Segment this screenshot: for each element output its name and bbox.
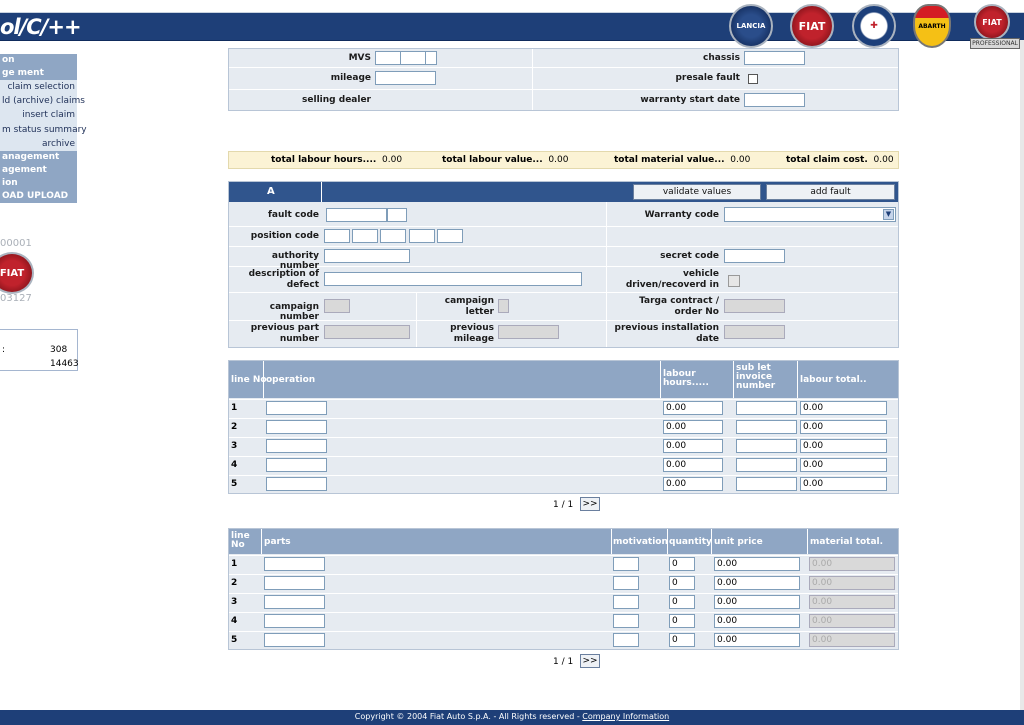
mileage-field[interactable] — [375, 71, 436, 85]
unit-price-field[interactable]: 0.00 — [714, 557, 800, 571]
validate-values-button[interactable]: validate values — [633, 184, 761, 200]
labour-hours-field[interactable]: 0.00 — [663, 477, 723, 491]
dealer-code: 00001 — [0, 238, 32, 249]
authority-number-label: authority number — [271, 251, 319, 271]
parts-table-header — [229, 529, 898, 554]
chevron-down-icon[interactable]: ▼ — [883, 209, 894, 220]
col-labour-total: labour total.. — [800, 375, 867, 385]
sublet-invoice-field[interactable] — [736, 420, 797, 434]
parts-pager-text: 1 / 1 — [553, 657, 574, 667]
col-quantity: quantity — [669, 537, 712, 547]
campaign-letter-field[interactable] — [498, 299, 509, 313]
previous-installation-label: previous installation date — [614, 323, 719, 344]
labour-total-field[interactable]: 0.00 — [800, 458, 887, 472]
line-number: 4 — [231, 460, 238, 470]
footer — [0, 710, 1024, 725]
totals-bar — [228, 151, 899, 169]
parts-table — [228, 528, 899, 650]
mvs-label: MVS — [348, 53, 371, 63]
mvs-field-1[interactable] — [375, 51, 401, 65]
alfa-romeo-logo-icon[interactable]: ✚ — [852, 4, 896, 48]
line-number: 5 — [231, 479, 238, 489]
targa-contract-label: Targa contract / order No — [639, 296, 719, 317]
parts-field[interactable] — [264, 557, 325, 571]
fiat-logo-icon[interactable]: FIAT — [790, 4, 834, 48]
stats-value: 14463 — [50, 359, 79, 369]
description-label: description of defect — [248, 269, 319, 290]
vehicle-driven-checkbox[interactable] — [728, 275, 740, 287]
table-row — [229, 475, 898, 494]
col-sublet-invoice: sub let invoice number — [736, 363, 776, 391]
quantity-field[interactable]: 0 — [669, 576, 695, 590]
previous-part-field[interactable] — [324, 325, 410, 339]
labour-next-page-button[interactable]: >> — [580, 497, 600, 511]
position-code-field-5[interactable] — [437, 229, 463, 243]
line-number: 1 — [231, 559, 238, 569]
unit-price-field[interactable]: 0.00 — [714, 614, 800, 628]
material-total-field[interactable]: 0.00 — [809, 595, 895, 609]
add-fault-button[interactable]: add fault — [766, 184, 895, 200]
app-logo: ol/C/++ — [0, 15, 81, 39]
parts-field[interactable] — [264, 576, 325, 590]
operation-field[interactable] — [266, 420, 327, 434]
chassis-field[interactable] — [744, 51, 805, 65]
material-total-field[interactable]: 0.00 — [809, 633, 895, 647]
warranty-start-field[interactable] — [744, 93, 805, 107]
abarth-logo-icon[interactable]: ABARTH — [913, 4, 951, 48]
motivation-field[interactable] — [613, 557, 639, 571]
table-row — [229, 456, 898, 475]
fiat-professional-logo-icon[interactable]: FIAT — [974, 4, 1010, 40]
sublet-invoice-field[interactable] — [736, 401, 797, 415]
table-row — [229, 437, 898, 456]
sidebar-item-management[interactable]: ge ment — [0, 67, 77, 80]
col-operation: operation — [266, 375, 316, 385]
col-motivation: motivation — [613, 537, 668, 547]
table-row — [229, 555, 898, 574]
professional-label: PROFESSIONAL — [970, 38, 1020, 49]
operation-field[interactable] — [266, 439, 327, 453]
stats-label: : — [2, 345, 6, 355]
sidebar-item-insert-claim[interactable]: insert claim — [0, 108, 77, 122]
targa-contract-field[interactable] — [724, 299, 785, 313]
material-total-field[interactable]: 0.00 — [809, 614, 895, 628]
previous-mileage-label: previous mileage — [450, 323, 494, 344]
sidebar-item-old-claims[interactable]: ld (archive) claims — [0, 94, 77, 108]
operation-field[interactable] — [266, 477, 327, 491]
col-parts: parts — [264, 537, 291, 547]
campaign-letter-label: campaign letter — [444, 296, 494, 317]
sidebar-item-archive[interactable]: archive — [0, 137, 77, 151]
stats-value: 308 — [50, 345, 68, 355]
labour-hours-field[interactable]: 0.00 — [663, 401, 723, 415]
line-number: 2 — [231, 578, 238, 588]
fault-tab-a[interactable]: A — [267, 186, 275, 197]
labour-total-field[interactable]: 0.00 — [800, 439, 887, 453]
secret-code-field[interactable] — [724, 249, 785, 263]
sidebar-item-claim-status-summary[interactable]: m status summary — [0, 123, 77, 137]
parts-field[interactable] — [264, 614, 325, 628]
sidebar-item-upload[interactable]: OAD UPLOAD — [0, 190, 77, 203]
quantity-field[interactable]: 0 — [669, 614, 695, 628]
material-total-field[interactable]: 0.00 — [809, 557, 895, 571]
copyright-text: Copyright © 2004 Fiat Auto S.p.A. - All Rights reserved - — [354, 712, 583, 721]
table-row — [229, 418, 898, 437]
col-line-no: line No — [231, 375, 267, 385]
fault-code-label: fault code — [268, 210, 319, 220]
labour-total-field[interactable]: 0.00 — [800, 401, 887, 415]
motivation-field[interactable] — [613, 633, 639, 647]
table-row — [229, 574, 898, 593]
labour-pager-text: 1 / 1 — [553, 500, 574, 510]
line-number: 1 — [231, 403, 238, 413]
total-material-value: total material value... 0.00 — [614, 155, 751, 165]
total-claim-cost: total claim cost. 0.00 — [786, 155, 894, 165]
company-information-link[interactable]: Company Information — [582, 712, 670, 721]
col-unit-price: unit price — [714, 537, 763, 547]
motivation-field[interactable] — [613, 614, 639, 628]
vehicle-panel — [228, 48, 899, 111]
table-row — [229, 399, 898, 418]
labour-hours-field[interactable]: 0.00 — [663, 420, 723, 434]
fault-panel — [228, 181, 899, 348]
sublet-invoice-field[interactable] — [736, 477, 797, 491]
col-line-no: line No — [231, 531, 250, 550]
presale-fault-checkbox[interactable] — [748, 74, 758, 84]
labour-table-header — [229, 361, 898, 398]
mvs-field-3[interactable] — [425, 51, 437, 65]
vertical-scrollbar[interactable] — [1020, 40, 1024, 710]
position-code-field-4[interactable] — [409, 229, 435, 243]
total-labour-hours: total labour hours.... 0.00 — [271, 155, 403, 165]
previous-part-label: previous part number — [250, 323, 319, 344]
sublet-invoice-field[interactable] — [736, 439, 797, 453]
campaign-number-field[interactable] — [324, 299, 350, 313]
motivation-field[interactable] — [613, 576, 639, 590]
line-number: 3 — [231, 441, 238, 451]
parts-next-page-button[interactable]: >> — [580, 654, 600, 668]
sidebar-item-anagement[interactable]: anagement — [0, 151, 77, 164]
secret-code-label: secret code — [660, 251, 719, 261]
selling-dealer-label: selling dealer — [302, 95, 371, 105]
labour-table — [228, 360, 899, 494]
warranty-code-select[interactable] — [724, 207, 896, 222]
position-code-field-2[interactable] — [352, 229, 378, 243]
total-labour-value: total labour value... 0.00 — [442, 155, 569, 165]
stats-box — [0, 329, 78, 371]
col-material-total: material total. — [810, 537, 884, 547]
vehicle-driven-label: vehicle driven/recoverd in — [625, 269, 719, 290]
presale-fault-label: presale fault — [675, 73, 740, 83]
quantity-field[interactable]: 0 — [669, 633, 695, 647]
unit-price-field[interactable]: 0.00 — [714, 576, 800, 590]
fault-code-suffix-field[interactable] — [387, 208, 407, 222]
quantity-field[interactable]: 0 — [669, 557, 695, 571]
mileage-label: mileage — [330, 73, 371, 83]
mvs-field-2[interactable] — [400, 51, 426, 65]
description-field[interactable] — [324, 272, 582, 286]
sublet-invoice-field[interactable] — [736, 458, 797, 472]
sidebar-item-ion[interactable]: ion — [0, 177, 77, 190]
warranty-start-label: warranty start date — [640, 95, 740, 105]
material-total-field[interactable]: 0.00 — [809, 576, 895, 590]
position-code-field-1[interactable] — [324, 229, 350, 243]
fault-toolbar — [229, 182, 898, 202]
fiat-logo-icon: FIAT — [0, 252, 34, 294]
user-code: 03127 — [0, 293, 32, 304]
sidebar-item-section[interactable]: on — [0, 54, 77, 67]
unit-price-field[interactable]: 0.00 — [714, 595, 800, 609]
unit-price-field[interactable]: 0.00 — [714, 633, 800, 647]
operation-field[interactable] — [266, 401, 327, 415]
position-code-label: position code — [250, 231, 319, 241]
lancia-logo-icon[interactable]: LANCIA — [729, 4, 773, 48]
line-number: 4 — [231, 616, 238, 626]
labour-hours-field[interactable]: 0.00 — [663, 439, 723, 453]
fault-code-field[interactable] — [326, 208, 387, 222]
motivation-field[interactable] — [613, 595, 639, 609]
previous-mileage-field[interactable] — [498, 325, 559, 339]
parts-field[interactable] — [264, 595, 325, 609]
warranty-code-label: Warranty code — [644, 210, 719, 220]
col-labour-hours: labour hours..... — [663, 369, 709, 388]
operation-field[interactable] — [266, 458, 327, 472]
campaign-number-label: campaign number — [269, 302, 319, 322]
quantity-field[interactable]: 0 — [669, 595, 695, 609]
labour-hours-field[interactable]: 0.00 — [663, 458, 723, 472]
sidebar-item-agement[interactable]: agement — [0, 164, 77, 177]
chassis-label: chassis — [703, 53, 740, 63]
table-row — [229, 612, 898, 631]
position-code-field-3[interactable] — [380, 229, 406, 243]
line-number: 5 — [231, 635, 238, 645]
labour-total-field[interactable]: 0.00 — [800, 420, 887, 434]
previous-installation-field[interactable] — [724, 325, 785, 339]
labour-total-field[interactable]: 0.00 — [800, 477, 887, 491]
sidebar-menu — [0, 54, 87, 203]
parts-field[interactable] — [264, 633, 325, 647]
sidebar-item-claim-selection[interactable]: claim selection — [0, 80, 77, 94]
authority-number-field[interactable] — [324, 249, 410, 263]
table-row — [229, 593, 898, 612]
table-row — [229, 631, 898, 650]
line-number: 3 — [231, 597, 238, 607]
line-number: 2 — [231, 422, 238, 432]
